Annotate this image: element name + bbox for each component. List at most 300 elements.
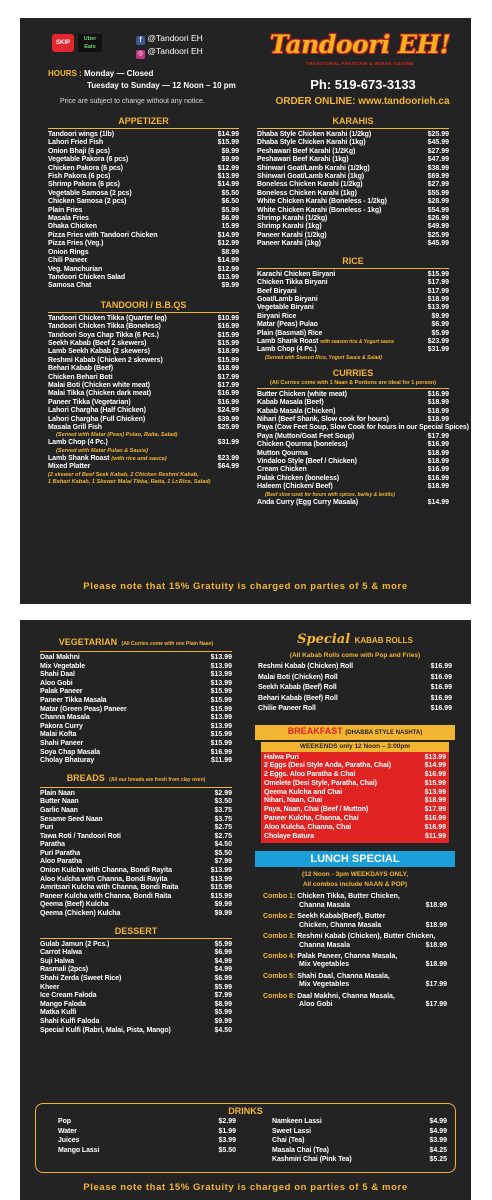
menu-item[interactable] <box>48 249 239 257</box>
menu-item[interactable] <box>40 731 232 740</box>
menu-item[interactable] <box>40 714 232 723</box>
combo-line-1: Daal Makhni, Channa Masala, <box>297 992 395 1000</box>
menu-item-name: Malai Boti (Chicken) Roll <box>258 673 338 681</box>
menu-item-price: $3.99 <box>218 1137 236 1145</box>
menu-item-price: $7.99 <box>214 858 232 866</box>
menu-item[interactable] <box>257 313 449 321</box>
vegetarian-title: VEGETARIAN <box>58 637 118 647</box>
menu-item[interactable] <box>48 416 239 424</box>
menu-item[interactable] <box>48 323 239 331</box>
menu-item-name: Shahi Daal <box>40 671 75 679</box>
menu-item-name: Butter Naan <box>40 798 79 806</box>
right-column-2 <box>255 632 455 1012</box>
menu-item-name: Matar (Green Peas) Paneer <box>40 705 127 713</box>
menu-item-name: Mix Vegetable <box>40 662 85 670</box>
menu-item[interactable] <box>257 165 449 173</box>
menu-item-mixed-platter[interactable]: Mixed Platter $64.99 <box>48 463 239 471</box>
menu-item-price: $5.50 <box>214 849 232 857</box>
menu-item[interactable] <box>257 181 449 189</box>
menu-item[interactable] <box>257 475 449 483</box>
menu-item[interactable] <box>40 816 232 825</box>
menu-item[interactable] <box>264 806 446 815</box>
menu-item[interactable] <box>40 958 232 967</box>
menu-item[interactable] <box>258 704 452 715</box>
menu-item-price: $5.99 <box>431 329 449 337</box>
tandoori-list <box>48 315 239 433</box>
menu-item-price: $47.99 <box>427 156 449 164</box>
menu-item[interactable] <box>40 697 232 706</box>
menu-item[interactable] <box>272 1117 447 1127</box>
menu-item-lamb-shank[interactable]: Lamb Shank Roast (with rice and sauce) $23.99 <box>48 454 239 462</box>
menu-item-price: $15.99 <box>210 696 232 704</box>
menu-item[interactable] <box>48 156 239 164</box>
menu-item[interactable] <box>257 450 449 458</box>
menu-item[interactable] <box>48 173 239 181</box>
menu-item-name: Beef Biryani <box>257 287 297 295</box>
menu-page-1 <box>20 18 492 604</box>
menu-item-name: Seekh Kabab (Beef 2 skewers) <box>48 339 147 347</box>
menu-item[interactable] <box>257 190 449 198</box>
menu-item-price: $5.99 <box>214 940 232 948</box>
lunch-combo[interactable] <box>263 913 447 930</box>
menu-item[interactable] <box>257 198 449 206</box>
menu-item[interactable] <box>40 893 232 902</box>
menu-item[interactable] <box>40 663 232 672</box>
menu-item[interactable] <box>257 424 492 432</box>
menu-item[interactable] <box>257 156 449 164</box>
menu-item-price: $4.25 <box>429 1146 447 1154</box>
karahis-list <box>257 131 449 249</box>
menu-item-name: Chili Paneer <box>48 257 88 265</box>
menu-item-name: Qeema (Chicken) Kulcha <box>40 910 121 918</box>
menu-item-lamb-chop-rice[interactable]: Lamb Chop (4 Pc.) $31.99 <box>257 346 449 354</box>
menu-item-name: 2 Eggs. Aloo Paratha & Chai <box>264 771 356 779</box>
menu-item[interactable] <box>257 288 449 296</box>
menu-item[interactable] <box>40 680 232 689</box>
menu-item[interactable] <box>272 1155 447 1165</box>
menu-item-price: $69.99 <box>427 173 449 181</box>
menu-item-price: $16.99 <box>424 815 446 823</box>
menu-item-name: Plain Fries <box>48 206 83 214</box>
menu-item-name: Dhaba Style Chicken Karahi (1/2kg) <box>257 131 372 138</box>
menu-item-name: Malai Boti (Chicken white meat) <box>48 381 150 389</box>
menu-item-name: Cream Chicken <box>257 466 307 474</box>
menu-item-price: $4.99 <box>214 957 232 965</box>
combo-label: Combo 1: <box>263 893 296 901</box>
menu-item[interactable] <box>257 330 449 338</box>
menu-item[interactable] <box>257 296 449 304</box>
rolls-title-special: Special <box>297 632 351 647</box>
breads-header <box>40 771 232 786</box>
menu-item-name: Kabab Masala (Chicken) <box>257 407 336 415</box>
menu-item-name: Shinwari Goat/Lamb Karahi (1/2kg) <box>257 164 370 172</box>
menu-item-anda-curry[interactable]: Anda Curry (Egg Curry Masala) $14.99 <box>257 498 449 506</box>
menu-item-price: $4.99 <box>429 1118 447 1125</box>
menu-item[interactable] <box>257 304 449 312</box>
menu-item[interactable] <box>48 424 239 432</box>
uber-eats-logo[interactable]: Uber Eats <box>78 34 102 52</box>
menu-item[interactable] <box>257 207 449 215</box>
menu-item[interactable] <box>40 723 232 732</box>
menu-item-name: Rasmali (2pcs) <box>40 966 89 974</box>
rice-list <box>257 271 449 338</box>
menu-item[interactable] <box>264 797 446 806</box>
menu-item-name: Paneer Karahi (1kg) <box>257 240 321 248</box>
rice-note: (Served with Season Rice, Yogurt Sauce & Salad) <box>265 354 382 361</box>
menu-item[interactable] <box>272 1146 447 1156</box>
menu-item-name: Amritsari Kulcha with Channa, Bondi Raita <box>40 884 179 892</box>
menu-item[interactable] <box>257 279 449 287</box>
menu-item[interactable] <box>264 762 446 771</box>
menu-item-price: $12.99 <box>217 265 239 273</box>
menu-item[interactable] <box>48 215 239 223</box>
menu-item-name: Onion Rings <box>48 248 89 256</box>
menu-item-price: $15.99 <box>210 884 232 892</box>
menu-item-name: Seekh Kabab (Beef) Roll <box>258 684 337 691</box>
combo-price: $17.99 <box>425 1000 447 1008</box>
menu-item-name: Dhaba Style Chicken Karahi (1kg) <box>257 139 366 147</box>
menu-item[interactable] <box>48 207 239 215</box>
menu-item[interactable] <box>264 824 446 833</box>
phone-number[interactable]: Ph: 519-673-3133 <box>310 77 416 92</box>
menu-item-name: Aloo Gobi <box>40 679 73 687</box>
menu-item-price: $18.99 <box>424 797 446 805</box>
menu-item[interactable] <box>257 466 449 474</box>
appetizer-title: APPETIZER <box>118 116 169 126</box>
menu-page-2 <box>20 620 471 1200</box>
menu-item[interactable] <box>48 332 239 340</box>
menu-item-price: $15.99 <box>210 688 232 696</box>
menu-item[interactable] <box>48 148 239 156</box>
menu-item[interactable] <box>48 274 239 282</box>
menu-item-price: $5.99 <box>214 1009 232 1017</box>
menu-item-price: $3.50 <box>214 798 232 806</box>
menu-item-name: Vegetable Biryani <box>257 304 314 312</box>
left-column-2 <box>40 635 232 1035</box>
lunch-combo[interactable] <box>263 973 447 990</box>
menu-item-name: Suji Halwa <box>40 957 75 965</box>
menu-item[interactable] <box>40 876 232 885</box>
menu-item-price: $16.99 <box>430 705 452 712</box>
menu-item[interactable] <box>40 757 232 766</box>
menu-item-price: $9.99 <box>214 901 232 909</box>
menu-item[interactable] <box>48 223 239 231</box>
menu-item[interactable] <box>48 365 239 373</box>
combo-line-2: Channa Masala <box>299 901 350 909</box>
menu-item[interactable] <box>40 824 232 833</box>
menu-item[interactable] <box>58 1146 236 1156</box>
combo-line-1: Palak Paneer, Channa Masala, <box>297 952 398 960</box>
menu-item[interactable] <box>40 749 232 758</box>
menu-item[interactable] <box>40 654 232 663</box>
menu-item-name: Tandoori Chicken Salad <box>48 273 126 281</box>
rice-title: RICE <box>342 255 364 266</box>
menu-item-name: Paratha <box>40 841 65 849</box>
menu-item-price: $12.99 <box>217 240 239 248</box>
menu-item[interactable] <box>58 1127 236 1137</box>
menu-item-price: $1.99 <box>218 1127 236 1135</box>
right-column-1 <box>257 115 492 507</box>
menu-item[interactable] <box>40 807 232 816</box>
menu-item[interactable] <box>257 433 449 441</box>
menu-item-name: Chicken Samosa (2 pcs) <box>48 198 127 206</box>
menu-item-price: $15.99 <box>424 779 446 787</box>
menu-item-name: Tandoori Chicken Tikka (Quarter leg) <box>48 314 167 322</box>
tagline: TRADITIONAL PAKISTANI & INDIAN CUISINE <box>306 61 414 66</box>
menu-item-price: $6.99 <box>431 321 449 329</box>
menu-item-name: Pizza Fries (Veg.) <box>48 240 104 248</box>
breads-sub: (All our breads are fresh from clay oven) <box>109 776 206 783</box>
menu-item-price: $2.75 <box>214 832 232 840</box>
menu-item-price: $13.99 <box>217 173 239 181</box>
menu-item[interactable] <box>40 1009 232 1018</box>
menu-item-price: $14.99 <box>424 762 446 770</box>
menu-item[interactable] <box>40 706 232 715</box>
menu-item[interactable] <box>48 390 239 398</box>
menu-item-name: Shrimp Karahi (1kg) <box>257 223 322 231</box>
menu-item[interactable] <box>258 694 452 705</box>
menu-item[interactable] <box>40 841 232 850</box>
breads-title: BREADS <box>66 772 105 783</box>
menu-item[interactable] <box>257 399 449 407</box>
menu-item-name: Dhaka Chicken <box>48 223 97 231</box>
menu-item[interactable] <box>40 798 232 807</box>
menu-item[interactable] <box>40 671 232 680</box>
menu-item-name: Matka Kulfi <box>40 1009 77 1017</box>
menu-item-price: $17.99 <box>427 432 449 440</box>
menu-item[interactable] <box>40 884 232 893</box>
menu-item[interactable] <box>257 131 449 139</box>
divider <box>257 268 449 269</box>
order-online[interactable] <box>260 95 465 108</box>
instagram-link[interactable] <box>136 46 203 59</box>
rolls-list <box>255 662 455 715</box>
lunch-combo[interactable] <box>263 893 447 910</box>
menu-item-price: $12.99 <box>217 164 239 172</box>
menu-item-name: Vegetable Samosa (2 pcs) <box>48 189 132 197</box>
menu-item-lamb-chop[interactable]: Lamb Chop (4 Pc.) $31.99 <box>48 439 239 447</box>
menu-item[interactable] <box>48 165 239 173</box>
menu-item[interactable] <box>264 815 446 824</box>
lamb-chop-note: (Served with Matar Pulao & Sauce) <box>56 447 149 454</box>
menu-item[interactable] <box>40 1018 232 1027</box>
menu-item[interactable] <box>40 867 232 876</box>
menu-item-price: $27.99 <box>427 147 449 155</box>
menu-item[interactable] <box>272 1127 447 1137</box>
menu-item[interactable] <box>257 441 449 449</box>
lunch-sub-2: All combos include NAAN & POP) <box>302 881 408 889</box>
menu-item[interactable] <box>48 348 239 356</box>
menu-item[interactable] <box>258 683 452 694</box>
menu-item[interactable] <box>257 215 449 223</box>
instagram-handle: @Tandoori EH <box>147 46 203 56</box>
menu-item[interactable] <box>257 139 449 147</box>
menu-item[interactable] <box>264 789 446 798</box>
menu-item-price: $13.99 <box>424 788 446 796</box>
rolls-sub: (All Kabab Rolls come with Pop and Fries) <box>289 652 421 659</box>
menu-item[interactable] <box>264 833 446 842</box>
lunch-combo[interactable] <box>263 933 447 950</box>
menu-item[interactable] <box>58 1136 236 1146</box>
menu-item[interactable] <box>40 740 232 749</box>
combo-line-2: Aloo Gobi <box>299 1000 333 1008</box>
menu-item-name: Qeema Kulcha and Chai <box>264 788 343 796</box>
menu-item-name: Plain (Basmati) Rice <box>257 329 323 337</box>
menu-item[interactable] <box>40 984 232 993</box>
menu-item[interactable] <box>257 416 449 424</box>
menu-item[interactable] <box>48 282 239 290</box>
menu-item[interactable] <box>257 271 449 279</box>
menu-item-name: Sweet Lassi <box>272 1127 311 1135</box>
menu-item[interactable] <box>48 407 239 415</box>
menu-item[interactable] <box>48 315 239 323</box>
menu-item-name: Paneer Tikka (Vegetarian) <box>48 398 131 406</box>
menu-item[interactable] <box>40 1001 232 1010</box>
breakfast-list <box>261 752 449 844</box>
menu-item-price: $9.99 <box>431 312 449 320</box>
menu-item[interactable] <box>48 181 239 189</box>
menu-item-name: Reshmi Kabab (Chicken 2 skewers) <box>48 356 163 364</box>
menu-item-name: Shahi Paneer <box>40 739 84 747</box>
lunch-combo[interactable] <box>263 953 447 970</box>
menu-item-price: $16.99 <box>470 424 492 432</box>
menu-item-price: $25.99 <box>427 131 449 138</box>
menu-item[interactable] <box>48 257 239 265</box>
menu-item-price: $8.99 <box>214 1000 232 1008</box>
karahis-title: KARAHIS <box>332 116 374 126</box>
menu-item-price: $14.99 <box>217 231 239 239</box>
menu-item[interactable] <box>48 266 239 274</box>
menu-item-lamb-shank-rice[interactable]: Lamb Shank Roast with season rice & Yogurt sauce $23.99 <box>257 337 449 345</box>
vegetarian-sub: (All Curries come with one Plain Naan) <box>121 641 214 647</box>
menu-item[interactable] <box>48 240 239 248</box>
menu-item[interactable] <box>257 232 449 240</box>
menu-item[interactable] <box>257 173 449 181</box>
restaurant-logo: Tandoori EH! <box>269 30 451 59</box>
menu-item-name: Cholay Bhaturay <box>40 757 95 765</box>
menu-item[interactable] <box>257 223 449 231</box>
menu-item-price: $15.99 <box>210 892 232 900</box>
menu-item-price: $15.99 <box>210 739 232 747</box>
menu-item[interactable] <box>40 910 232 919</box>
combo-line-2: Mix Vegetables <box>299 981 350 989</box>
menu-item[interactable] <box>257 408 449 416</box>
menu-item-name: Water <box>58 1127 77 1135</box>
menu-item-price: $16.99 <box>210 748 232 756</box>
menu-item[interactable] <box>40 949 232 958</box>
divider <box>40 787 232 788</box>
order-online-url[interactable]: www.tandoorieh.ca <box>358 96 450 107</box>
menu-item-price: $16.99 <box>217 398 239 406</box>
divider <box>257 128 449 129</box>
mixed-platter-note-2: 1 Behari Kabab, 1 Skewer Malai Tikka, Raita, 1 Lr.Rice, Salad) <box>48 478 211 485</box>
menu-item[interactable] <box>40 688 232 697</box>
menu-item[interactable] <box>257 240 449 248</box>
menu-item-price: $5.99 <box>214 983 232 991</box>
menu-item[interactable] <box>40 992 232 1001</box>
menu-item[interactable] <box>264 754 446 763</box>
menu-item-price: $16.99 <box>427 466 449 474</box>
breads-list <box>40 790 232 919</box>
menu-item[interactable] <box>48 340 239 348</box>
menu-item-price: $18.99 <box>427 449 449 457</box>
menu-item[interactable] <box>48 198 239 206</box>
menu-item-price: $17.99 <box>424 806 446 814</box>
rolls-header <box>255 632 455 648</box>
menu-item[interactable] <box>40 833 232 842</box>
menu-item[interactable] <box>48 139 239 147</box>
menu-item-name: Namkeen Lassi <box>272 1118 322 1125</box>
menu-item[interactable] <box>272 1136 447 1146</box>
menu-item-price: $13.99 <box>210 671 232 679</box>
menu-item[interactable] <box>48 357 239 365</box>
hours-line-2: Tuesday to Sunday — 12 Noon – 10 pm <box>87 81 236 90</box>
lunch-combo[interactable] <box>263 993 447 1010</box>
curries-list <box>257 390 492 492</box>
menu-item-price: $16.99 <box>427 390 449 398</box>
skip-logo[interactable]: SKIP <box>52 34 74 52</box>
menu-item-price: 15.99 <box>221 223 239 231</box>
menu-item[interactable] <box>257 148 449 156</box>
menu-item[interactable] <box>40 941 232 950</box>
menu-item[interactable] <box>40 850 232 859</box>
menu-item-price: $5.25 <box>429 1156 447 1164</box>
divider <box>40 938 232 939</box>
menu-item[interactable] <box>40 901 232 910</box>
price-note: Price are subject to change without any notice. <box>60 98 205 105</box>
menu-item-name: Special Kulfi (Rabri, Malai, Pista, Mango) <box>40 1026 171 1034</box>
menu-item[interactable] <box>48 374 239 382</box>
menu-item-name: Shrimp Pakora (6 pcs) <box>48 181 120 189</box>
menu-item-price: $13.99 <box>210 679 232 687</box>
curries-sub: (All Curries come with 1 Naan & Portions are ideal for 1 person) <box>270 379 436 386</box>
curries-title: CURRIES <box>332 367 374 378</box>
menu-item[interactable] <box>40 858 232 867</box>
menu-item[interactable] <box>48 232 239 240</box>
menu-item[interactable] <box>257 321 449 329</box>
menu-item[interactable] <box>257 458 449 466</box>
menu-item-name: Behari Kabab (Beef) Roll <box>258 694 338 702</box>
menu-item-name: Shahi Kulfi Faloda <box>40 1017 100 1025</box>
menu-item[interactable] <box>40 790 232 799</box>
menu-item[interactable] <box>48 382 239 390</box>
facebook-link[interactable] <box>136 33 203 45</box>
menu-item-price: $16.99 <box>427 441 449 449</box>
menu-item[interactable] <box>40 975 232 984</box>
menu-item[interactable] <box>264 780 446 789</box>
menu-item[interactable] <box>258 673 452 684</box>
menu-item[interactable] <box>48 190 239 198</box>
menu-item[interactable] <box>40 966 232 975</box>
left-column-1 <box>48 115 239 486</box>
menu-item-price: $3.99 <box>429 1137 447 1145</box>
menu-item[interactable] <box>258 662 452 673</box>
menu-item-price: $17.99 <box>217 381 239 389</box>
menu-item-price: $16.99 <box>430 684 452 691</box>
menu-item-name: Juices <box>58 1137 80 1145</box>
menu-item-price: $4.50 <box>214 1026 232 1034</box>
menu-item[interactable] <box>48 399 239 407</box>
menu-item[interactable] <box>257 391 449 399</box>
menu-item-price: $13.99 <box>210 654 232 661</box>
menu-item-name: Aloo Paratha <box>40 858 82 866</box>
menu-item[interactable] <box>48 131 239 139</box>
menu-item[interactable] <box>264 771 446 780</box>
menu-item[interactable] <box>58 1117 236 1127</box>
menu-item[interactable] <box>257 483 449 491</box>
menu-item[interactable] <box>40 1027 232 1036</box>
dessert-list <box>40 941 232 1036</box>
